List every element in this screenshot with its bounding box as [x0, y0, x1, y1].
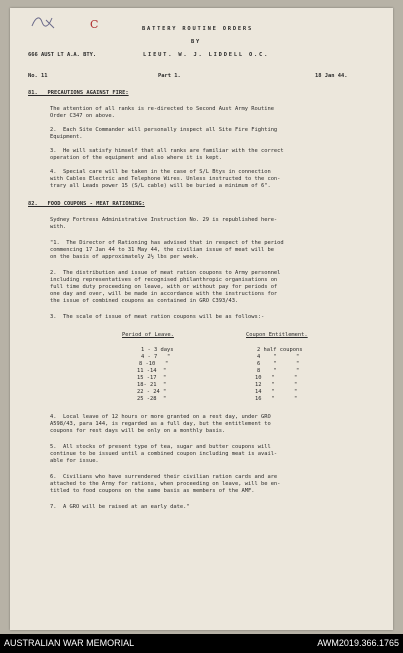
table-cell-period: 4 - 7 ": [141, 354, 171, 360]
section-82-line: 7. A GRO will be raised at an early date.": [50, 504, 190, 510]
table-cell-coupons: 14 " ": [255, 389, 298, 395]
table-cell-coupons: 8 " ": [257, 368, 300, 374]
section-82-line: 5. All stocks of present type of tea, sugar and butter coupons will: [50, 444, 271, 450]
section-82-line: titled to food coupons on the same basis as members of the AMF.: [50, 488, 255, 494]
section-82-line: attached to the Army for rations, when proceeding on leave, will be en-: [50, 481, 281, 487]
table-cell-period: 25 -28 ": [137, 396, 167, 402]
handwritten-mark: C: [90, 18, 99, 31]
document-title: BATTERY ROUTINE ORDERS: [142, 26, 253, 32]
section-82-heading: 82. FOOD COUPONS - MEAT RATIONING:: [28, 201, 145, 207]
section-82-line: the issue of combined coupons as contained in GRO C393/43.: [50, 298, 239, 304]
table-header-period: Period of Leave.: [122, 332, 174, 338]
table-cell-period: 18- 21 ": [137, 382, 167, 388]
footer-institution: AUSTRALIAN WAR MEMORIAL: [4, 638, 135, 648]
document-title-by: BY: [191, 39, 202, 45]
order-part: Part 1.: [158, 73, 181, 79]
section-81-line: Order C347 on above.: [50, 113, 115, 119]
section-81-line: 2. Each Site Commander will personally inspect all Site Fire Fighting: [50, 127, 278, 133]
section-81-line: with Cables Electric and Telephone Wires. Unless instructed to the con-: [50, 176, 281, 182]
table-cell-coupons: 12 " ": [255, 382, 298, 388]
section-82-line: 3. The scale of issue of meat ration coupons will be as follows:-: [50, 314, 265, 320]
handwritten-scribble: [30, 12, 58, 32]
section-82-line: coupons for rest days will be only on a monthly basis.: [50, 428, 226, 434]
section-82-line: continue to be issued until a combined coupon including meat is avail-: [50, 451, 278, 457]
section-82-line: 6. Civilians who have surrendered their civilian ration cards and are: [50, 474, 278, 480]
section-82-line: commencing 17 Jan 44 to 31 May 44, the civilian issue of meat will be: [50, 247, 274, 253]
section-81-line: 4. Special care will be taken in the case of S/L Btys in connection: [50, 169, 271, 175]
table-cell-period: 22 - 24 ": [137, 389, 167, 395]
section-82-line: Sydney Fortress Administrative Instruction No. 29 is republished here-: [50, 217, 278, 223]
section-82-line: A598/43, para 144, is regarded as a full day, but the entitlement to: [50, 421, 271, 427]
section-81-line: trary all Leads power 15 (S/L cable) will be buried a minimum of 6".: [50, 183, 271, 189]
section-82-line: 4. Local leave of 12 hours or more granted on a rest day, under GRO: [50, 414, 271, 420]
table-header-coupons: Coupon Entitlement.: [246, 332, 308, 338]
section-81-line: operation of the equipment and also where it is kept.: [50, 155, 223, 161]
table-cell-period: 15 -17 ": [137, 375, 167, 381]
table-cell-coupons: 4 " ": [257, 354, 300, 360]
order-date: 18 Jan 44.: [315, 73, 348, 79]
table-cell-coupons: 10 " ": [255, 375, 298, 381]
section-81-line: Equipment.: [50, 134, 83, 140]
table-cell-period: 11 -14 ": [137, 368, 167, 374]
table-cell-period: 1 - 3 days: [141, 347, 174, 353]
document-officer: LIEUT. W. J. LIDDELL O.C.: [143, 52, 270, 58]
section-81-line: 3. He will satisfy himself that all ranks are familiar with the correct: [50, 148, 284, 154]
table-cell-coupons: 16 " ": [255, 396, 298, 402]
section-82-line: "1. The Director of Rationing has advised that in respect of the period: [50, 240, 284, 246]
table-cell-coupons: 2 half coupons: [257, 347, 303, 353]
table-cell-period: 8 -10 ": [139, 361, 169, 367]
section-82-line: able for issue.: [50, 458, 99, 464]
section-82-line: 2. The distribution and issue of meat ration coupons to Army personnel: [50, 270, 281, 276]
footer-accession-number: AWM2019.366.1765: [317, 638, 399, 648]
section-81-heading: 81. PRECAUTIONS AGAINST FIRE:: [28, 90, 129, 96]
archive-footer-bar: [0, 634, 403, 653]
order-number: No. 11: [28, 73, 48, 79]
table-cell-coupons: 6 " ": [257, 361, 300, 367]
section-82-line: full time duty proceeding on leave, with or without pay for periods of: [50, 284, 278, 290]
document-page: [10, 8, 393, 630]
unit-name: 666 AUST LT A.A. BTY.: [28, 52, 97, 58]
section-82-line: including representatives of recognised philanthropic organisations on: [50, 277, 278, 283]
section-82-line: one day and over, will be made in accordance with the instructions for: [50, 291, 278, 297]
section-82-line: with.: [50, 224, 67, 230]
section-82-line: on the basis of approximately 2½ lbs per week.: [50, 254, 200, 260]
section-81-line: The attention of all ranks is re-directed to Second Aust Army Routine: [50, 106, 274, 112]
